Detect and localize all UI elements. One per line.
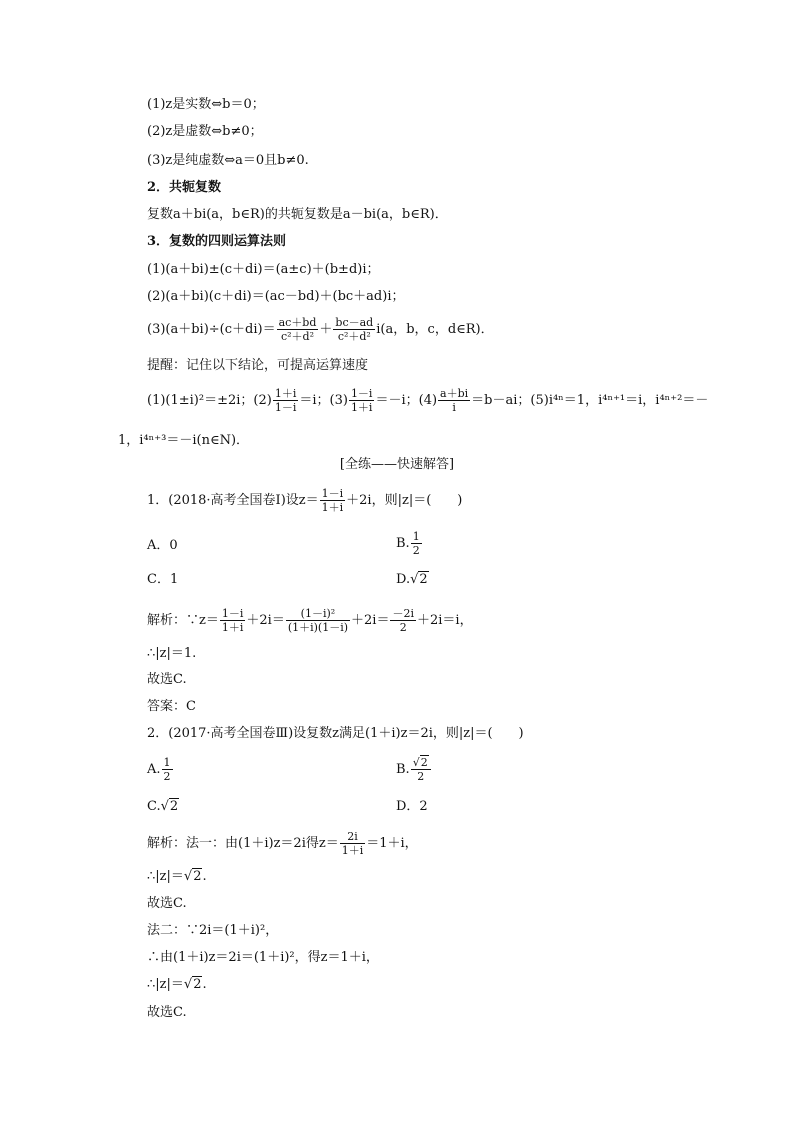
sqrt-symbol: √2 [183, 977, 202, 992]
q1-option-a: A．0 [147, 538, 178, 553]
solution-2-method-1: 解析：法一：由(1＋i)z＝2i得z＝ $\frac{2i}{1+i}$ ＝1＋i， [147, 830, 418, 857]
pure-imaginary-condition: (3)z是纯虚数⇔a＝0且b≠0. [147, 153, 309, 168]
conjugate-definition: 复数a＋bi(a，b∈R)的共轭复数是a－bi(a，b∈R)． [147, 207, 448, 222]
solution-1-result: ∴|z|＝1. [147, 646, 197, 661]
fraction: $\frac{1-i}{1+i}$ [350, 387, 373, 414]
solution-2-result-1: ∴|z|＝√2. [147, 869, 207, 884]
fraction: $\frac{ac+bd}{\text{c²＋d²}}$ [278, 316, 317, 343]
fraction: $\frac{-2i}{2}$ [392, 607, 414, 634]
solution-2-method-2: 法二：∵2i＝(1＋i)²， [147, 923, 279, 938]
fraction: $\frac{√2}{2}$ [411, 756, 431, 783]
real-condition: (1)z是实数⇔b＝0； [147, 97, 265, 112]
fraction: $\frac{a+bi}{i}$ [440, 387, 469, 414]
q1-option-c: C．1 [147, 572, 179, 587]
solution-1-choice: 故选C. [147, 672, 187, 687]
rule-divide: (3)(a＋bi)÷(c＋di)＝ $\frac{ac+bd}{\text{c²＋d²}}$ ＋ $\frac{bc-ad}{\text{c²＋d²}}$ i(a，b，c，d∈R)． [147, 316, 494, 343]
question-2: 2．(2017·高考全国卷Ⅲ)设复数z满足(1＋i)z＝2i，则|z|＝( ) [147, 726, 524, 741]
fraction: $\frac{1-i}{1+i}$ [221, 607, 244, 634]
sqrt-symbol: √2 [410, 572, 428, 587]
sqrt-symbol: √2 [412, 756, 428, 769]
fraction: $\frac{bc-ad}{\text{c²＋d²}}$ [335, 316, 374, 343]
solution-1: 解析：∵z＝ $\frac{1-i}{1+i}$ ＋2i＝ $\frac{\text{(1－i)²}}{(1+i)(1-i)}$ ＋2i＝ $\frac{-2i}{2}$ ＋2i＝i， [147, 607, 473, 634]
rule-multiply: (2)(a＋bi)(c＋di)＝(ac－bd)＋(bc＋ad)i； [147, 289, 405, 304]
solution-2-choice-1: 故选C. [147, 896, 187, 911]
rule-add-subtract: (1)(a＋bi)±(c＋di)＝(a±c)＋(b±d)i； [147, 262, 380, 277]
question-1: 1．(2018·高考全国卷Ⅰ)设z＝ $\frac{1-i}{1+i}$ ＋2i，则|z|＝( ) [147, 487, 463, 514]
solution-2-method-2-step: ∴由(1＋i)z＝2i＝(1＋i)²，得z＝1＋i， [147, 950, 379, 965]
tip-results-continued: 1，i⁴ⁿ⁺³＝－i(n∈N)． [118, 433, 250, 448]
fraction: $\frac{1+i}{1-i}$ [274, 387, 297, 414]
fraction: $\frac{1}{2}$ [412, 530, 420, 557]
heading-operations: 3．复数的四则运算法则 [147, 234, 287, 249]
sqrt-symbol: √2 [183, 869, 202, 884]
fraction: $\frac{1-i}{1+i}$ [321, 487, 344, 514]
fraction: $\frac{2i}{1+i}$ [341, 830, 364, 857]
solution-2-result-2: ∴|z|＝√2. [147, 977, 207, 992]
fraction: $\frac{1}{2}$ [163, 756, 171, 783]
sqrt-symbol: √2 [160, 799, 179, 814]
q2-option-c: C.√2 [147, 799, 179, 814]
q1-option-d: D.√2 [396, 572, 428, 587]
q2-option-d: D．2 [396, 799, 428, 814]
imaginary-condition: (2)z是虚数⇔b≠0； [147, 124, 263, 139]
answer-1: 答案：C [147, 699, 196, 714]
q2-option-b: B. $\frac{√2}{2}$ [396, 756, 432, 783]
tip-results: (1)(1±i)²＝±2i；(2) $\frac{1+i}{1-i}$ ＝i；(3) $\frac{1-i}{1+i}$ ＝－i；(4) $\frac{a+bi}{i}$ ＝b－ai；(5)i⁴ⁿ＝1，i⁴ⁿ⁺¹＝i，i⁴ⁿ⁺²＝－ [147, 387, 709, 414]
q1-option-b: B. $\frac{1}{2}$ [396, 530, 420, 557]
q2-option-a: A. $\frac{1}{2}$ [147, 756, 171, 783]
section-title: [全练——快速解答] [339, 457, 455, 472]
tip-heading: 提醒：记住以下结论，可提高运算速度 [147, 358, 369, 373]
fraction: $\frac{\text{(1－i)²}}{(1+i)(1-i)}$ [287, 607, 349, 634]
solution-2-choice-2: 故选C. [147, 1005, 187, 1020]
heading-conjugate: 2．共轭复数 [147, 180, 222, 195]
